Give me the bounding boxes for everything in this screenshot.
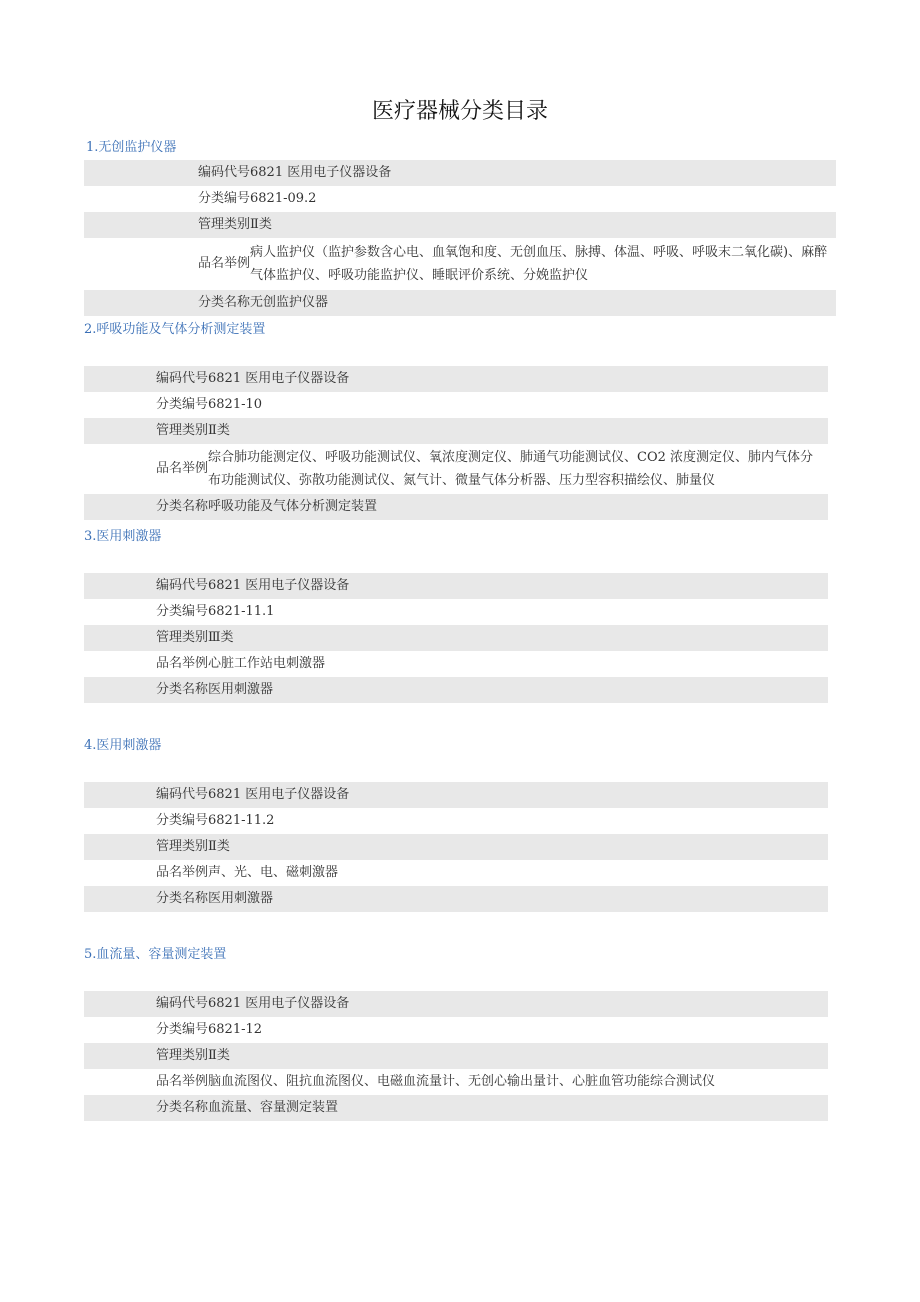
row-label: 分类编号: [156, 604, 209, 619]
row-label: 品名举例: [198, 256, 251, 271]
classification-table: [84, 573, 828, 703]
table-row: [84, 186, 836, 212]
row-value: 6821 医用电子仪器设备: [208, 996, 350, 1011]
row-value: 医用刺激器: [208, 682, 274, 697]
row-label: 分类编号: [156, 397, 209, 412]
row-label: 分类编号: [156, 813, 209, 828]
row-label: 分类名称: [156, 499, 209, 514]
row-value: Ⅱ类: [208, 1048, 230, 1063]
row-label: 管理类别: [198, 217, 251, 232]
row-value: 声、光、电、磁刺激器: [208, 865, 339, 880]
row-label: 管理类别: [156, 1048, 209, 1063]
section-heading: 5.血流量、容量测定装置: [84, 947, 227, 962]
row-value: 心脏工作站电刺激器: [208, 656, 326, 671]
table-row: [84, 860, 828, 886]
row-label: 管理类别: [156, 839, 209, 854]
row-value: 脑血流图仪、阻抗血流图仪、电磁血流量计、无创心输出量计、心脏血管功能综合测试仪: [208, 1074, 716, 1089]
table-row: [84, 677, 828, 703]
row-value: 6821-11.2: [208, 813, 275, 828]
row-value: 6821-09.2: [250, 191, 317, 206]
row-value: Ⅱ类: [208, 423, 230, 438]
table-row: [84, 599, 828, 625]
row-label: 品名举例: [156, 1074, 209, 1089]
row-value: 6821-11.1: [208, 604, 275, 619]
row-value: Ⅱ类: [250, 217, 272, 232]
row-value: Ⅲ类: [208, 630, 234, 645]
section-heading: 2.呼吸功能及气体分析测定装置: [84, 322, 266, 337]
row-value: 6821-10: [208, 397, 263, 412]
row-label: 编码代号: [156, 371, 209, 386]
table-row: [84, 238, 836, 290]
table-row: [84, 160, 836, 186]
table-row: [84, 1017, 828, 1043]
row-label: 品名举例: [156, 865, 209, 880]
table-row: [84, 494, 828, 520]
table-row: [84, 290, 836, 316]
classification-table: [84, 991, 828, 1121]
table-row: [84, 782, 828, 808]
classification-table: [84, 782, 828, 912]
row-label: 分类编号: [156, 1022, 209, 1037]
row-value: 呼吸功能及气体分析测定装置: [208, 499, 378, 514]
row-value: 6821 医用电子仪器设备: [208, 578, 350, 593]
row-label: 管理类别: [156, 630, 209, 645]
table-row: [84, 392, 828, 418]
table-row: [84, 625, 828, 651]
table-row: [84, 808, 828, 834]
row-value: 6821 医用电子仪器设备: [250, 165, 392, 180]
row-value: 医用刺激器: [208, 891, 274, 906]
table-row: [84, 991, 828, 1017]
table-row: [84, 651, 828, 677]
classification-table: [84, 366, 828, 520]
table-row: [84, 573, 828, 599]
row-label: 品名举例: [156, 461, 209, 476]
section-heading: 4.医用刺激器: [84, 738, 162, 753]
row-label: 编码代号: [156, 578, 209, 593]
row-label: 管理类别: [156, 423, 209, 438]
row-label: 编码代号: [156, 996, 209, 1011]
row-value: 综合肺功能测定仪、呼吸功能测试仪、氧浓度测定仪、肺通气功能测试仪、CO2 浓度测定仪、肺内气体分布功能测试仪、弥散功能测试仪、氮气计、微量气体分析器、压力型容积描绘仪、肺量仪: [208, 450, 814, 488]
row-label: 分类名称: [198, 295, 251, 310]
row-value: Ⅱ类: [208, 839, 230, 854]
row-value: 6821 医用电子仪器设备: [208, 787, 350, 802]
section-heading: 1.无创监护仪器: [86, 140, 177, 155]
table-row: [84, 1043, 828, 1069]
section-heading: 3.医用刺激器: [84, 529, 162, 544]
row-value: 无创监护仪器: [250, 295, 329, 310]
row-label: 编码代号: [198, 165, 251, 180]
row-value: 6821 医用电子仪器设备: [208, 371, 350, 386]
row-label: 编码代号: [156, 787, 209, 802]
table-row: [84, 212, 836, 238]
page-title: 医疗器械分类目录: [371, 99, 548, 124]
table-row: [84, 886, 828, 912]
row-label: 品名举例: [156, 656, 209, 671]
row-label: 分类编号: [198, 191, 251, 206]
classification-table: [84, 160, 836, 316]
row-value: 6821-12: [208, 1022, 263, 1037]
row-value: 病人监护仪（监护参数含心电、血氧饱和度、无创血压、脉搏、体温、呼吸、呼吸末二氧化碳)、麻醉气体监护仪、呼吸功能监护仪、睡眠评价系统、分娩监护仪: [250, 245, 828, 283]
table-row: [84, 444, 828, 494]
table-row: [84, 834, 828, 860]
table-row: [84, 1069, 828, 1095]
table-row: [84, 1095, 828, 1121]
row-label: 分类名称: [156, 682, 209, 697]
row-label: 分类名称: [156, 1100, 209, 1115]
table-row: [84, 418, 828, 444]
row-label: 分类名称: [156, 891, 209, 906]
table-row: [84, 366, 828, 392]
row-value: 血流量、容量测定装置: [208, 1100, 339, 1115]
